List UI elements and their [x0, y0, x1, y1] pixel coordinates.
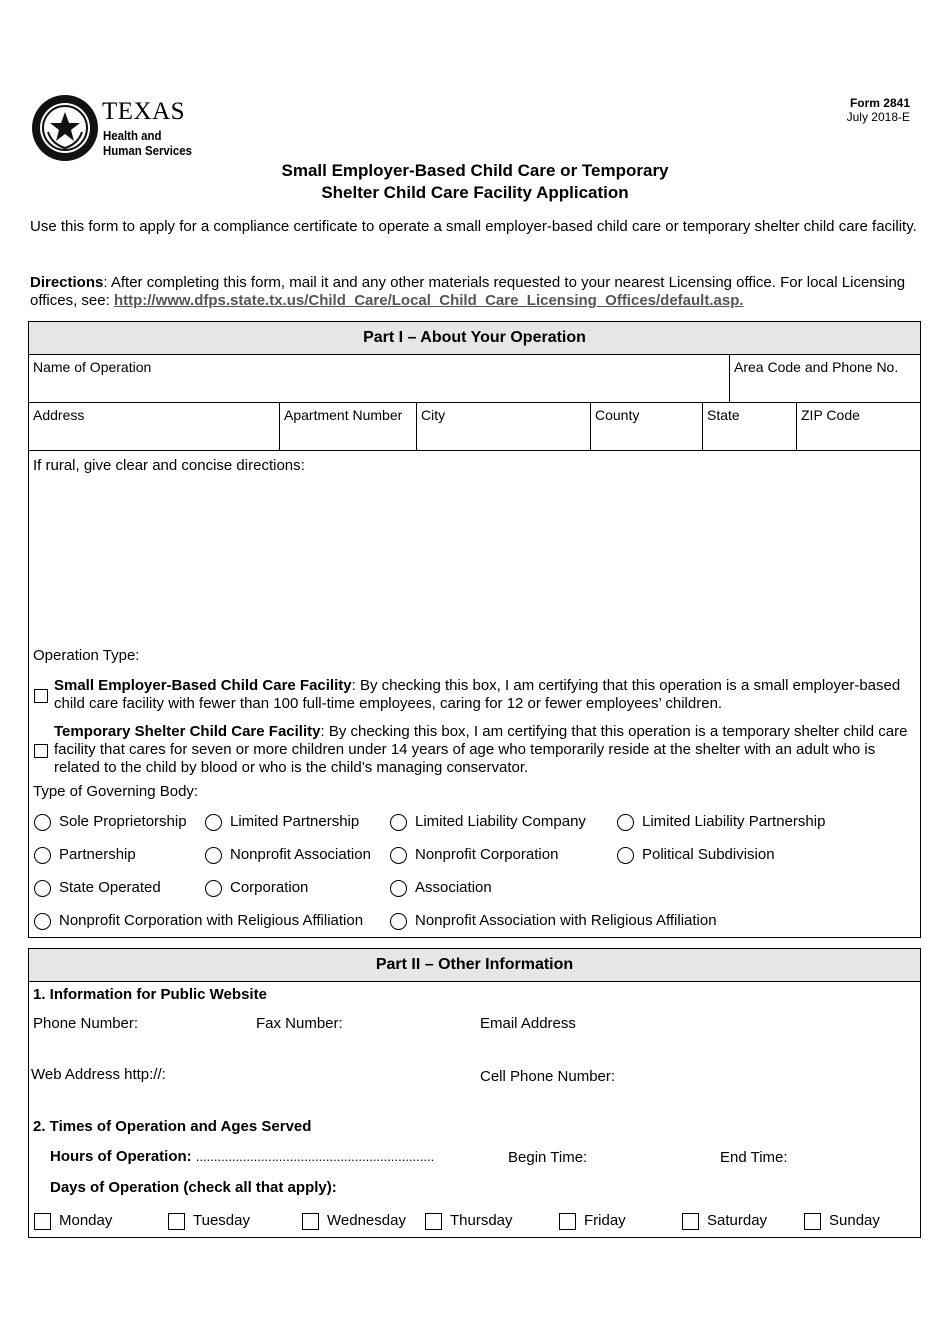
hours-label: Hours of Operation:: [50, 1148, 192, 1165]
day-label: Friday: [584, 1212, 626, 1229]
small-employer-text: Small Employer-Based Child Care Facility: By checking this box, I am certifying that this operation is a small employer-based child care facility with fewer than 100 full-time employees, caring for 12 or fewer employees’ children.: [54, 677, 901, 712]
end-time-label[interactable]: End Time:: [720, 1149, 788, 1166]
state-field[interactable]: [703, 403, 797, 451]
hours-of-operation[interactable]: [50, 1148, 434, 1165]
checkbox-friday[interactable]: [559, 1213, 576, 1230]
zip-label: ZIP Code: [801, 407, 860, 423]
radio-limited-liability-partnership[interactable]: [617, 814, 634, 831]
begin-time-label[interactable]: Begin Time:: [508, 1149, 588, 1166]
radio-nonprofit-association[interactable]: [205, 847, 222, 864]
radio-sole-proprietorship[interactable]: [34, 814, 51, 831]
option-label: Limited Liability Partnership: [642, 813, 826, 830]
texas-seal-icon: [30, 92, 100, 164]
state-label: State: [707, 407, 740, 423]
day-label: Sunday: [829, 1212, 880, 1229]
option-label: Limited Liability Company: [415, 813, 586, 830]
cell-phone-label[interactable]: Cell Phone Number:: [480, 1068, 616, 1085]
radio-limited-liability-company[interactable]: [390, 814, 407, 831]
part-2-heading: Part II – Other Information: [29, 949, 920, 982]
address-label: Address: [33, 407, 85, 423]
day-label: Thursday: [450, 1212, 513, 1229]
option-label: Association: [415, 879, 492, 896]
checkbox-saturday[interactable]: [682, 1213, 699, 1230]
hours-dots: ..................................................................: [195, 1149, 435, 1164]
option-label: Nonprofit Corporation: [415, 846, 559, 863]
option-label: Nonprofit Association with Religious Affiliation: [415, 912, 717, 929]
option-label: Corporation: [230, 879, 309, 896]
phone-field[interactable]: [730, 355, 921, 403]
apartment-label: Apartment Number: [284, 407, 403, 423]
directions: [30, 274, 920, 310]
option-label: Limited Partnership: [230, 813, 360, 830]
phone-label: Area Code and Phone No.: [734, 359, 899, 375]
rural-directions-label: If rural, give clear and concise directions:: [33, 457, 305, 474]
form-title: [0, 160, 950, 204]
name-of-operation-field[interactable]: [29, 355, 730, 403]
radio-limited-partnership[interactable]: [205, 814, 222, 831]
checkbox-thursday[interactable]: [425, 1213, 442, 1230]
web-address-label[interactable]: Web Address http://:: [31, 1066, 166, 1083]
radio-partnership[interactable]: [34, 847, 51, 864]
city-field[interactable]: [417, 403, 591, 451]
times-heading: 2. Times of Operation and Ages Served: [33, 1118, 312, 1135]
small-employer-label: Small Employer-Based Child Care Facility: [54, 677, 352, 694]
temp-shelter-label: Temporary Shelter Child Care Facility: [54, 723, 321, 740]
checkbox-tuesday[interactable]: [168, 1213, 185, 1230]
operation-type-label: Operation Type:: [33, 647, 140, 664]
checkbox-sunday[interactable]: [804, 1213, 821, 1230]
day-label: Saturday: [707, 1212, 768, 1229]
days-of-operation-label: Days of Operation (check all that apply):: [50, 1179, 337, 1196]
email-address-label[interactable]: Email Address: [480, 1015, 576, 1032]
temp-shelter-text: Temporary Shelter Child Care Facility: By checking this box, I am certifying that this operation is a temporary shelter child care facility that cares for seven or more children under 14 years of age who temporarily reside at the shelter with an adult who is related to the child by blood or who is the child’s managing conservator.: [54, 723, 908, 776]
zip-field[interactable]: [797, 403, 921, 451]
radio-corporation[interactable]: [205, 880, 222, 897]
phone-number-label[interactable]: Phone Number:: [33, 1015, 139, 1032]
small-employer-checkbox[interactable]: [34, 689, 48, 703]
apartment-field[interactable]: [280, 403, 417, 451]
option-label: Sole Proprietorship: [59, 813, 187, 830]
option-label: Nonprofit Association: [230, 846, 371, 863]
address-field[interactable]: [29, 403, 280, 451]
county-label: County: [595, 407, 640, 423]
fax-number-label[interactable]: Fax Number:: [256, 1015, 343, 1032]
day-label: Monday: [59, 1212, 113, 1229]
directions-label: Directions: [30, 274, 104, 291]
radio-nonprofit-assoc-religious[interactable]: [390, 913, 407, 930]
option-label: Political Subdivision: [642, 846, 775, 863]
radio-nonprofit-corporation[interactable]: [390, 847, 407, 864]
licensing-offices-link[interactable]: http://www.dfps.state.tx.us/Child_Care/Local_Child_Care_Licensing_Offices/default.asp.: [113, 292, 744, 309]
option-label: Nonprofit Corporation with Religious Affiliation: [59, 912, 364, 929]
title-line-2: Shelter Child Care Facility Application: [321, 183, 629, 202]
logo-title: TEXAS: [102, 98, 186, 125]
logo-subtitle: Health and Human Services: [103, 128, 193, 158]
directions-text: : After completing this form, mail it and any other materials requested to your nearest Licensing office. For local Licensing offices, see:: [30, 274, 906, 309]
intro-text: Use this form to apply for a compliance certificate to operate a small employer-based child care or temporary shelter child care facility.: [30, 218, 917, 235]
checkbox-wednesday[interactable]: [302, 1213, 319, 1230]
day-label: Wednesday: [327, 1212, 406, 1229]
part-1-heading: Part I – About Your Operation: [29, 322, 920, 355]
form-number: Form 2841: [849, 96, 910, 110]
rural-directions-field[interactable]: [33, 477, 913, 637]
temp-shelter-checkbox[interactable]: [34, 744, 48, 758]
option-label: State Operated: [59, 879, 161, 896]
part-1-section: [28, 321, 921, 938]
part-2-section: [28, 948, 921, 1238]
checkbox-monday[interactable]: [34, 1213, 51, 1230]
option-label: Partnership: [59, 846, 136, 863]
texas-hhs-logo: [30, 92, 215, 164]
name-of-operation-label: Name of Operation: [33, 359, 152, 375]
governing-body-label: Type of Governing Body:: [33, 783, 199, 800]
form-date: July 2018-E: [846, 110, 910, 124]
radio-nonprofit-corp-religious[interactable]: [34, 913, 51, 930]
city-label: City: [421, 407, 446, 423]
county-field[interactable]: [591, 403, 703, 451]
radio-political-subdivision[interactable]: [617, 847, 634, 864]
radio-association[interactable]: [390, 880, 407, 897]
day-label: Tuesday: [193, 1212, 250, 1229]
public-website-heading: 1. Information for Public Website: [33, 986, 267, 1003]
form-info: [847, 96, 910, 124]
radio-state-operated[interactable]: [34, 880, 51, 897]
title-line-1: Small Employer-Based Child Care or Temporary: [281, 161, 669, 180]
